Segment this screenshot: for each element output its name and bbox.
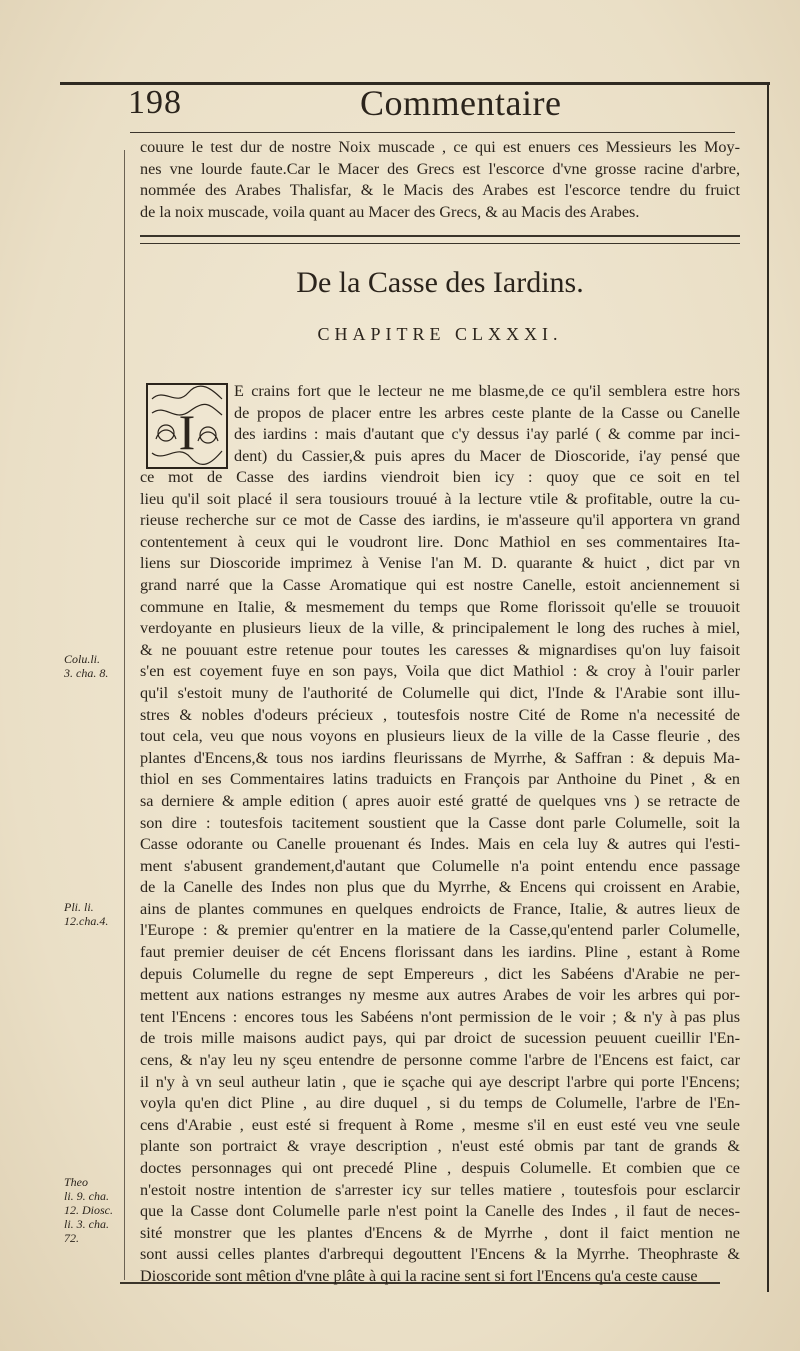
text-line: verdoyante en plusieurs lieux de la ville, & principalement le long des ruches à miel,	[140, 619, 740, 638]
text-line: sa derniere & ample edition ( apres auoir esté gratté de quelques vns ) se retracte de	[140, 791, 740, 810]
margin-note-line: 12.cha.4.	[64, 914, 109, 928]
text-line: faut premier deuiser de cét Encens florissant dans les iardins. Pline , estant à Rome	[140, 943, 740, 962]
text-line: E crains fort que le lecteur ne me blasme,de ce qu'il semblera estre hors	[234, 382, 740, 400]
text-line: plante son portraict & vraye description , n'eust esté obmis par tant de grands &	[140, 1137, 740, 1156]
text-line: mettent aux nations estranges ny mesme aux autres Arabes de voir les arbres qui por-	[140, 986, 740, 1005]
margin-note	[64, 900, 120, 928]
text-line: l'Europe : & premier qu'entrer en la matiere de la Casse,qu'entend parler Columelle,	[140, 921, 740, 940]
text-line: son dire : toutesfois tacitement soustient que la Casse dont parle Columelle, soit la	[140, 813, 740, 832]
text-line: liens sur Dioscoride imprimez à Venise l'an M. D. quarante & huict , dict par vn	[140, 554, 740, 573]
text-line: voyla qu'en dict Pline , au dire duquel , si du temps de Columelle, l'arbre de l'En-	[140, 1094, 740, 1113]
text-line: tent l'Encens : encores tous les Sabéens n'ont permission de le voir ; & n'y à pas plus	[140, 1007, 740, 1026]
text-line: tout cela, veu que nous voyons en plusieurs lieux de la ville de la Casse fleurie , des	[140, 727, 740, 746]
margin-note-line: Colu.li.	[64, 652, 101, 666]
text-line: stres & nobles d'odeurs précieux , toutesfois nostre Cité de Rome n'a necessité de	[140, 705, 740, 724]
text-line: il n'y à vn seul autheur latin , que ie sçache qui aye descript l'arbre qui porte l'Encens;	[140, 1072, 740, 1091]
text-line: cens d'Arabie , eust esté si frequent à Rome , mesme s'il en eust esté veu vne seule	[140, 1115, 740, 1134]
text-line: Dioscoride sont mêtion d'vne plâte à qui la racine sent si fort l'Encens qu'a ceste cause	[140, 1266, 698, 1285]
text-line: n'estoit nostre intention de s'arrester icy sur telles matiere , toutesfois pour esclarcir	[140, 1180, 740, 1199]
running-head: Commentaire	[360, 83, 562, 123]
text-line: contentement à ceux qui le voudront lire. Donc Mathiol en ses commentaires Ita-	[140, 532, 740, 551]
text-line: nommée des Arabes Thalisfar, & le Macis des Arabes est l'escorce tendre du fruict	[140, 181, 740, 200]
margin-note-line: 3. cha. 8.	[64, 666, 109, 680]
chapter-title: CHAPITRE CLXXXI.	[317, 324, 563, 344]
text-line: dent) du Cassier,& puis apres du Macer de Dioscoride, i'ay pensé que	[234, 446, 740, 465]
text-line: des iardins : mais d'autant que c'y dessus i'ay parlé ( & comme par inci-	[234, 425, 740, 444]
text-line: lieu qu'il soit placé il sera tousiours trouué à la lecture vtile & profitable, outre la cu-	[140, 489, 740, 508]
svg-text:I: I	[178, 404, 196, 460]
text-line: rieuse recherche sur ce mot de Casse des iardins, ie m'asseure qu'il apportera vn grand	[140, 511, 740, 530]
margin-note	[64, 1175, 120, 1245]
ornamental-initial-icon	[146, 383, 228, 469]
text-line: & ne pouuant estre retenue pour toutes les caresses & mignardises qu'on luy faisoit	[140, 640, 740, 659]
margin-note-line: li. 9. cha.	[64, 1189, 109, 1203]
section-divider	[140, 235, 740, 244]
header-rule	[130, 132, 735, 133]
text-line: sont aussi celles plantes d'arbrequi degouttent l'Encens & la Myrrhe. Theophraste &	[140, 1245, 740, 1264]
text-line: ains de plantes communes en quelques endroicts de France, Italie, & autres lieux de	[140, 899, 740, 918]
text-line: doctes personnages qui ont precedé Pline , despuis Columelle. Et combien que ce	[140, 1159, 740, 1177]
text-line: qu'il s'estoit muny de l'authorité de Columelle qui dict, l'Inde & l'Arabie sont illu-	[140, 683, 740, 702]
body-paragraph-indented	[234, 381, 740, 467]
text-line: que la Casse dont Columelle parle n'est point la Canelle des Indes , il faut de neces-	[140, 1202, 740, 1221]
margin-note-line: 72.	[64, 1231, 79, 1245]
text-line: couure le test dur de nostre Noix muscade , ce qui est enuers ces Messieurs les Moy-	[140, 138, 740, 156]
margin-note-line: Theo	[64, 1175, 88, 1189]
text-line: cens, & n'ay leu ny sçeu entendre de personne comme l'arbre de l'Encens est faict, car	[140, 1051, 740, 1070]
text-line: Casse odorante ou Canelle prouenant és Indes. Mais en cela luy & autres qui l'esti-	[140, 835, 740, 854]
margin-note-line: 12. Diosc.	[64, 1203, 113, 1217]
section-title: De la Casse des Iardins.	[296, 266, 584, 299]
text-line: de propos de placer entre les arbres ceste plante de la Casse ou Canelle	[234, 403, 740, 422]
body-paragraph	[140, 467, 740, 1288]
text-line: grand narré que la Casse Aromatique qui est nostre Canelle, estoit anciennement si	[140, 575, 740, 594]
margin-note	[64, 652, 120, 680]
text-line: nes vne lourde faute.Car le Macer des Grecs est l'escorce d'vne grosse racine d'arbre,	[140, 159, 740, 178]
text-line: de la Canelle des Indes non plus que du Myrrhe, & Encens qui croissent en Arabie,	[140, 878, 740, 897]
text-line: de la noix muscade, voila quant au Macer des Grecs, & au Macis des Arabes.	[140, 202, 640, 221]
text-line: sité monstrer que les plantes d'Encens & de Myrrhe , dont il faict mention ne	[140, 1223, 740, 1242]
text-line: ce mot de Casse des iardins viendroit bien icy : quoy que ce soit en tel	[140, 468, 740, 486]
page-number: 198	[128, 84, 182, 121]
right-frame-rule	[767, 82, 769, 1292]
text-line: commune en Italie, & mesmement du temps que Rome florissoit qu'elle se trouuoit	[140, 597, 740, 616]
text-line: s'en est coyement fuye en son pays, Voila que dict Mathiol : & croy à l'ouir parler	[140, 662, 740, 681]
left-frame-rule	[124, 150, 125, 1280]
margin-note-line: Pli. li.	[64, 900, 94, 914]
text-line: ment s'abusent grandement,d'autant que Columelle n'a point entendu ence passage	[140, 856, 740, 875]
text-line: depuis Columelle du regne de sept Empereurs , dict les Sabéens d'Arabie ne per-	[140, 964, 740, 983]
margin-note-line: li. 3. cha.	[64, 1217, 109, 1231]
text-line: de trois mille maisons audict pays, qui par droict de sucession peuuent cueillir l'En-	[140, 1029, 740, 1048]
text-line: plantes d'Encens,& tous nos iardins fleurissans de Myrrhe, & Saffran : & depuis Ma-	[140, 748, 740, 767]
intro-paragraph	[140, 137, 740, 223]
text-line: thiol en ses Commentaires latins traduicts en François par Anthoine du Pinet , & en	[140, 770, 740, 789]
